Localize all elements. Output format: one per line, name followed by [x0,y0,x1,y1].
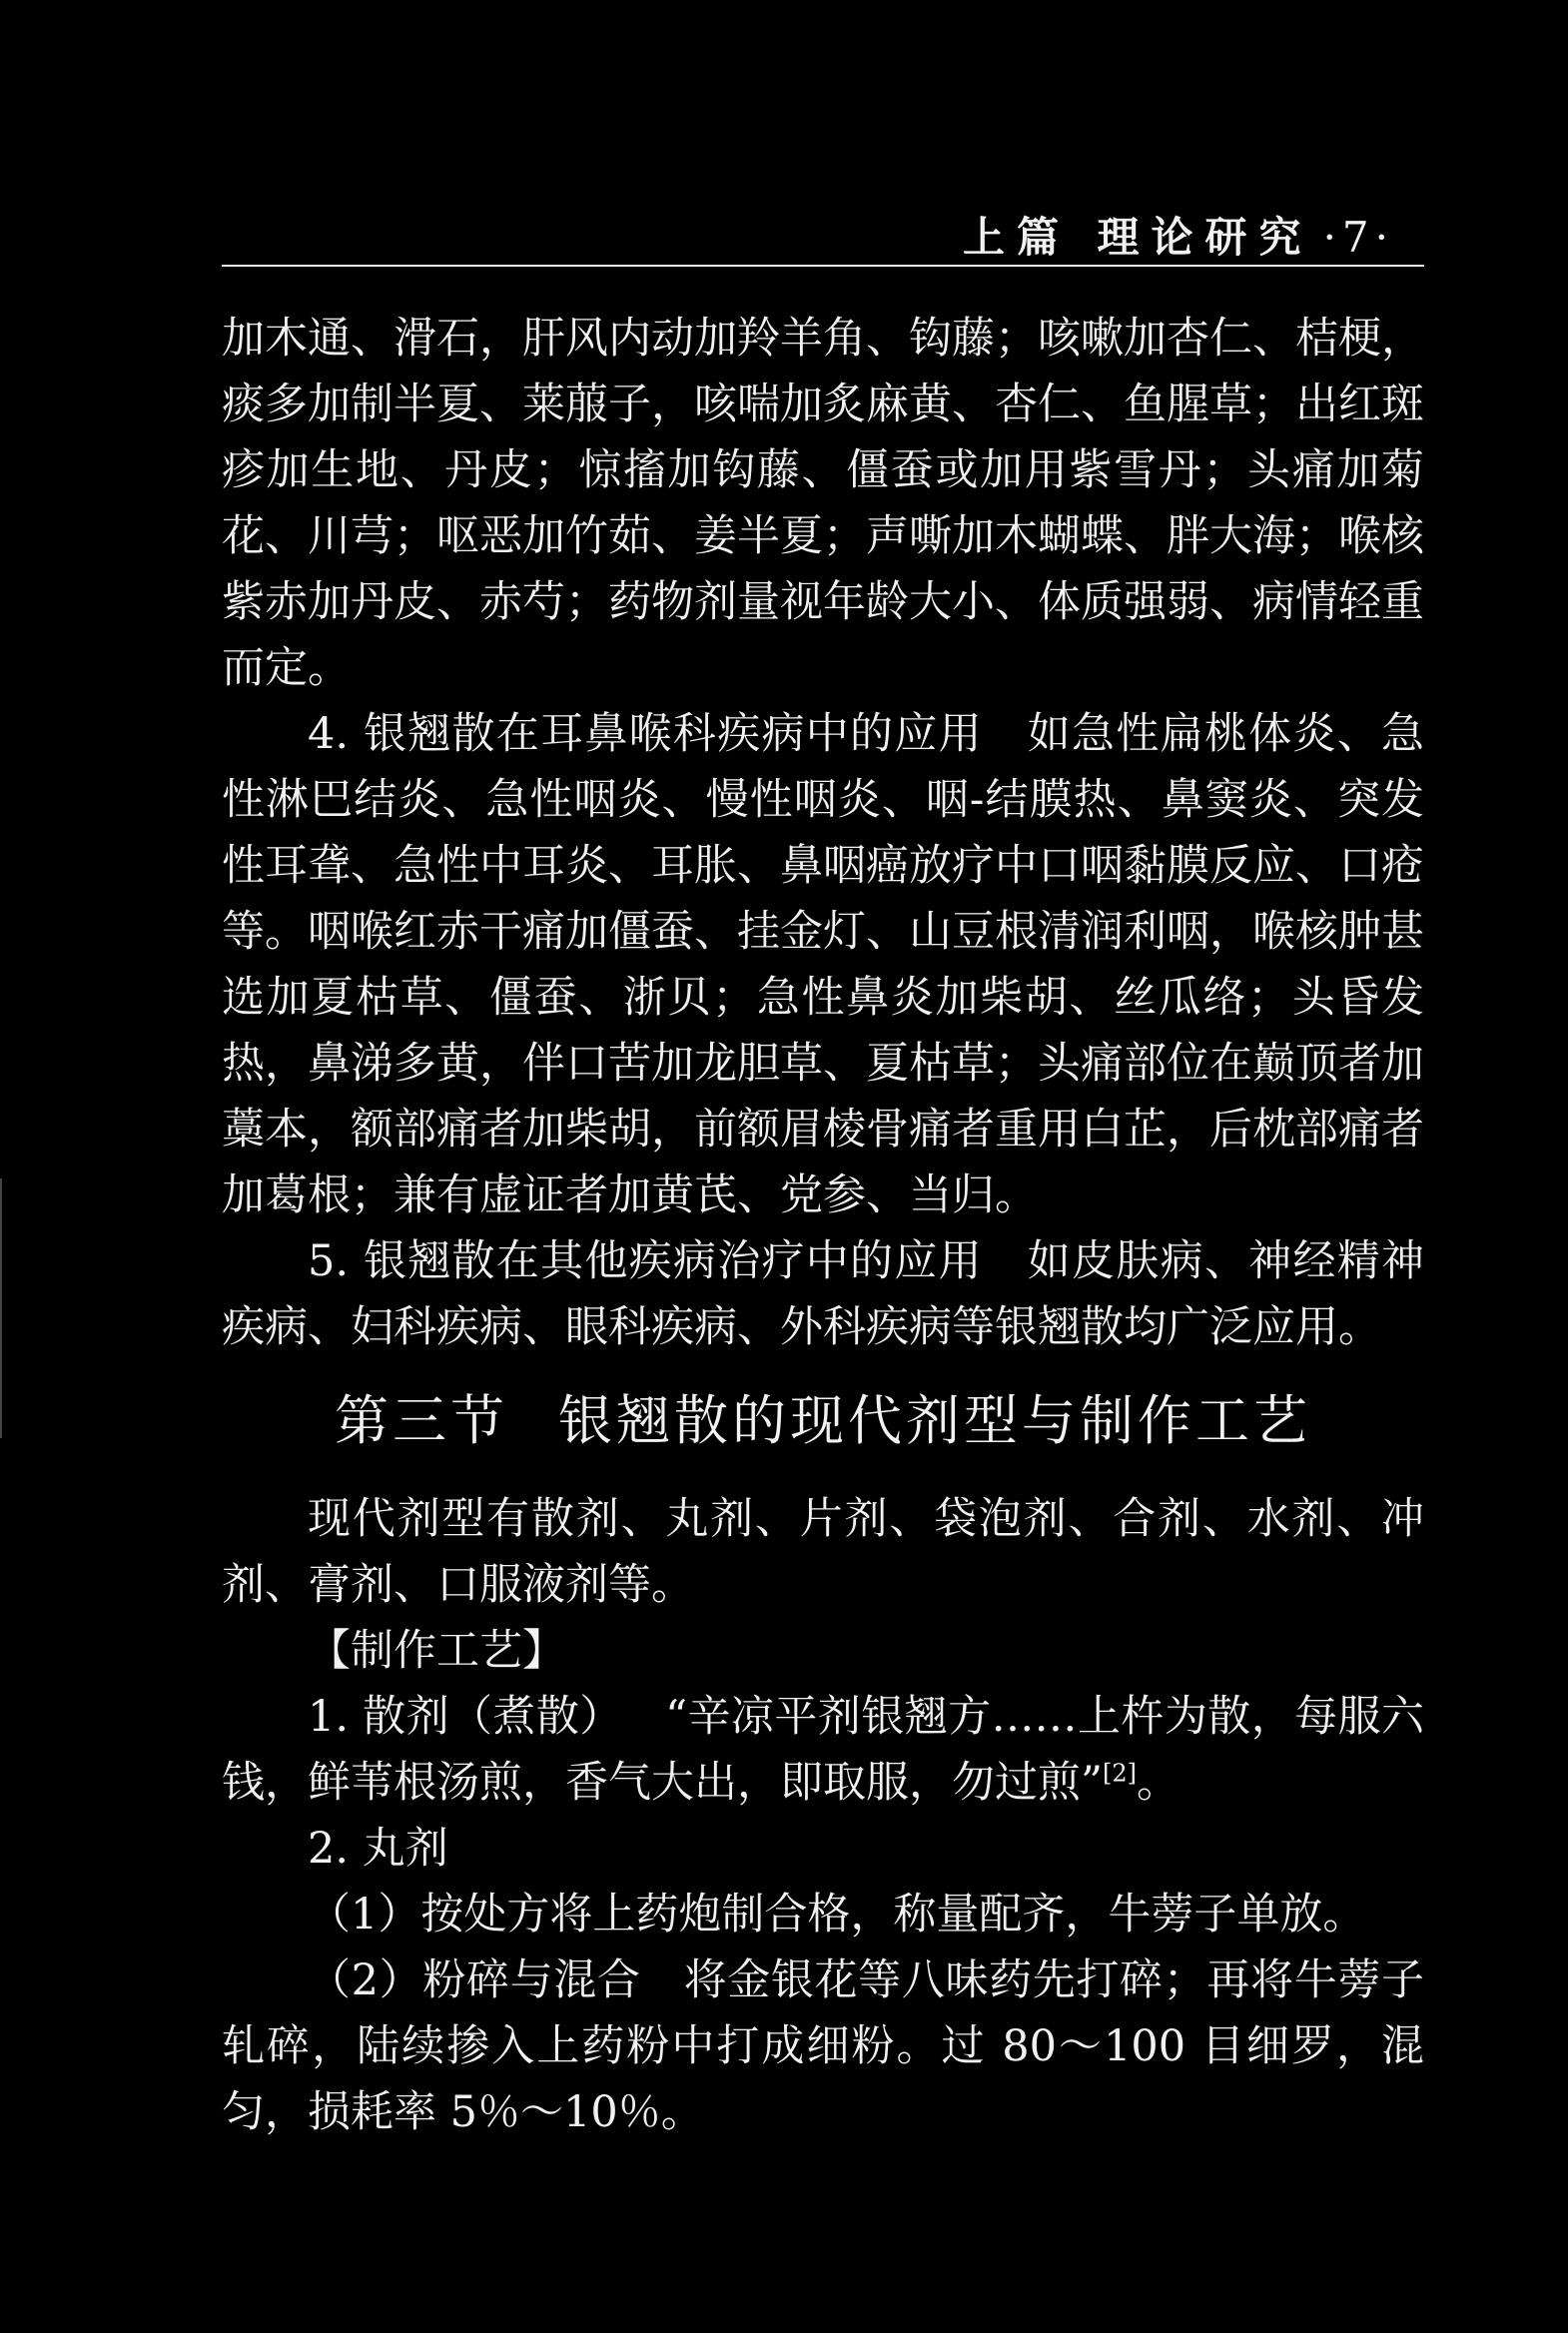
running-header [222,205,1424,267]
section-number: 第三节 [335,1389,508,1452]
citation-ref: [2] [1102,1759,1137,1788]
scan-edge-line [0,1178,2,1438]
item-body: 如急性扁桃体炎、急性淋巴结炎、急性咽炎、慢性咽炎、咽-结膜热、鼻窦炎、突发性耳聋、急性中耳炎、耳胀、鼻咽癌放疗中口咽黏膜反应、口疮等。咽喉红赤干痛加僵蚕、挂金灯、山豆根清润利咽，喉核肿甚选加夏枯草、僵蚕、浙贝；急性鼻炎加柴胡、丝瓜络；头昏发热，鼻涕多黄，伴口苦加龙胆草、夏枯草；头痛部位在巅顶者加藁本，额部痛者加柴胡，前额眉棱骨痛者重用白芷，后枕部痛者加葛根；兼有虚证者加黄芪、党参、当归。 [222,709,1425,1220]
paragraph-other-diseases [222,1228,1424,1360]
section-heading [222,1386,1424,1456]
paragraph-ent-application [222,701,1424,1228]
running-title: 上篇 理论研究 [962,213,1313,262]
subheading-process: 【制作工艺】 [308,1626,565,1676]
item-heading: 5. 银翘散在其他疾病治疗中的应用 [308,1236,983,1286]
item-body: 将金银花等八味药先打碎；再将牛蒡子轧碎，陆续掺入上药粉中打成细粉。过 80～100 目细罗，混匀，损耗率 5％～10％。 [222,1955,1425,2137]
paragraph-step-2 [222,1947,1424,2145]
paragraph-powder [222,1684,1424,1816]
paragraph-continuation: 加木通、滑石，肝风内动加羚羊角、钩藤；咳嗽加杏仁、桔梗，痰多加制半夏、莱菔子，咳喘加炙麻黄、杏仁、鱼腥草；出红斑疹加生地、丹皮；惊搐加钩藤、僵蚕或加用紫雪丹；头痛加菊花、川芎；呕恶加竹茹、姜半夏；声嘶加木蝴蝶、胖大海；喉核紫赤加丹皮、赤芍；药物剂量视年龄大小、体质强弱、病情轻重而定。 [222,314,1424,693]
item-heading: 4. 银翘散在耳鼻喉科疾病中的应用 [308,709,983,759]
item-body: 如皮肤病、神经精神疾病、妇科疾病、眼科疾病、外科疾病等银翘散均广泛应用。 [222,1236,1425,1352]
paragraph-dosage-forms: 现代剂型有散剂、丸剂、片剂、袋泡剂、合剂、水剂、冲剂、膏剂、口服液剂等。 [222,1494,1424,1610]
item-body: “辛凉平剂银翘方……上杵为散，每服六钱，鲜苇根汤煎，香气大出，即取服，勿过煎” [222,1692,1424,1808]
header-text [963,205,1394,265]
item-heading: 1. 散剂（煮散） [308,1692,623,1742]
paragraph-step-1: （1）按处方将上药炮制合格，称量配齐，牛蒡子单放。 [308,1890,1366,1940]
paragraph-pill: 2. 丸剂 [308,1824,448,1874]
item-tail: 。 [1136,1758,1179,1808]
body-text [222,306,1424,2145]
page-number: ·7· [1322,213,1394,262]
section-title: 银翘散的现代剂型与制作工艺 [558,1389,1311,1452]
item-heading: （2）粉碎与混合 [308,1955,641,2005]
